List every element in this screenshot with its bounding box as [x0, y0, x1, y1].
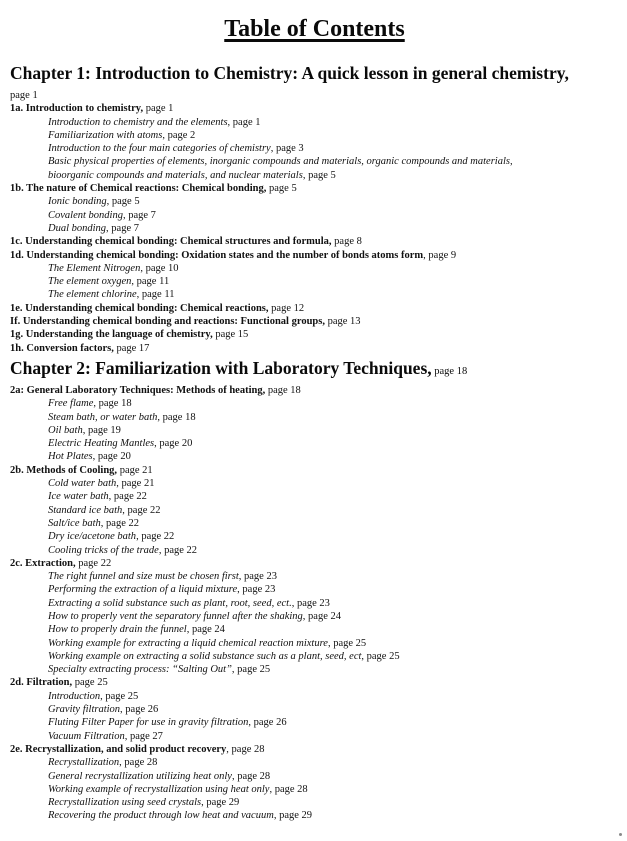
toc-entry-page-ref: , page 20	[154, 438, 193, 450]
toc-entry-page-ref: , page 1	[227, 116, 261, 128]
toc-entry-page-ref: , page 11	[136, 289, 175, 301]
toc-sub-entry	[10, 288, 548, 301]
toc-sub-entry	[10, 610, 548, 623]
toc-entry-title: Recrystallization	[48, 757, 120, 769]
toc-entry-page-ref: , page 28	[119, 757, 158, 769]
toc-sub-entry	[10, 275, 548, 288]
toc-entry-title: How to properly drain the funnel	[48, 624, 187, 636]
toc-entry-page-ref: , page 29	[273, 810, 313, 822]
toc-sub-entry	[10, 209, 548, 222]
toc-entry-page-ref: , page 9	[423, 249, 457, 261]
toc-entry-title: Covalent bonding	[48, 209, 123, 221]
toc-section-entry	[10, 464, 619, 477]
toc-sub-entry	[10, 530, 548, 543]
toc-entry-page-ref: , page 28	[226, 743, 265, 755]
toc-entry-title: 1d. Understanding chemical bonding: Oxidation states and the number of bonds atoms form	[10, 249, 424, 261]
toc-entry-page-ref: page 13	[324, 316, 361, 328]
page-title: Table of Contents	[224, 16, 405, 42]
toc-entry-title: 2a: General Laboratory Techniques: Methods of heating,	[10, 384, 266, 396]
toc-section-entry	[10, 328, 619, 341]
toc-section-entry	[10, 557, 619, 570]
toc-entry-page-ref: page 22	[75, 557, 112, 569]
toc-entry-title: 1g. Understanding the language of chemistry,	[10, 329, 213, 341]
toc-entry-page-ref: , page 20	[92, 451, 131, 463]
toc-entry-page-ref: , page 29	[201, 797, 240, 809]
toc-sub-entry	[10, 650, 548, 663]
toc-sub-entry	[10, 262, 548, 275]
toc-entry-page-ref: , page 24	[186, 624, 225, 636]
toc-entry-page-ref: page 15	[212, 329, 249, 341]
toc-entry-title: General recrystallization utilizing heat only	[48, 770, 232, 782]
toc-entry-title: Extracting a solid substance such as plant, root, seed, ect.	[48, 597, 292, 609]
toc-sub-entry	[10, 570, 548, 583]
toc-sub-entry	[10, 222, 548, 235]
toc-entry-page-ref: , page 22	[100, 517, 139, 529]
toc-entry-page-ref: , page 3	[270, 143, 304, 155]
toc-entry-title: How to properly vent the separatory funnel after the shaking	[48, 610, 303, 622]
toc-entry-page-ref: , page 25	[100, 690, 139, 702]
toc-entry-page-ref: page 5	[266, 183, 297, 195]
toc-sub-entry	[10, 663, 548, 676]
toc-entry-page-ref: , page 28	[269, 783, 308, 795]
toc-sub-entry	[10, 424, 548, 437]
toc-sub-entry	[10, 809, 548, 822]
toc-entry-page-ref: , page 21	[116, 478, 155, 490]
toc-section-entry	[10, 102, 619, 115]
toc-entry-page-ref: , page 26	[248, 717, 287, 729]
toc-sub-entry	[10, 756, 548, 769]
toc-entry-title: Free flame	[48, 398, 94, 410]
toc-entry-title: Performing the extraction of a liquid mixture	[48, 584, 238, 596]
toc-sub-entry	[10, 770, 548, 783]
toc-sub-entry	[10, 129, 548, 142]
toc-sub-entry	[10, 783, 548, 796]
toc-entry-page-ref: page 18	[265, 384, 301, 396]
toc-entry-page-ref: , page 26	[120, 704, 159, 716]
toc-entry-page-ref: , page 23	[237, 584, 276, 596]
toc-entry-title: If. Understanding chemical bonding and reactions: Functional groups,	[10, 316, 325, 328]
toc-entry-title: 2b. Methods of Cooling,	[10, 464, 118, 476]
toc-sub-entry	[10, 195, 548, 208]
toc-list	[10, 62, 619, 823]
chapter-heading	[10, 357, 619, 383]
toc-entry-page-ref: , page 23	[291, 597, 330, 609]
toc-entry-page-ref: , page 7	[106, 222, 139, 234]
toc-entry-title: Gravity filtration	[48, 704, 121, 716]
toc-entry-title: Working example of recrystallization using heat only	[48, 783, 270, 795]
toc-entry-title: Introduction	[48, 690, 101, 702]
toc-entry-title: The element chlorine	[48, 289, 137, 301]
toc-entry-page-ref: , page 24	[302, 610, 341, 622]
toc-sub-entry	[10, 623, 548, 636]
toc-entry-title: Basic physical properties of elements, inorganic compounds and materials, organic compounds and materials, bioorganic compounds and materials, and nuclear materials	[48, 156, 513, 181]
toc-entry-title: Working example for extracting a liquid chemical reaction mixture	[48, 637, 328, 649]
toc-sub-entry	[10, 450, 548, 463]
toc-entry-page-ref: page 1	[143, 103, 174, 115]
toc-entry-title: Salt/ice bath	[48, 517, 101, 529]
toc-sub-entry	[10, 597, 548, 610]
toc-entry-page-ref: , page 25	[327, 637, 367, 649]
toc-sub-entry	[10, 490, 548, 503]
toc-entry-title: 2e. Recrystallization, and solid product recovery	[10, 743, 227, 755]
toc-sub-entry	[10, 517, 548, 530]
toc-entry-page-ref: page 21	[117, 464, 153, 476]
toc-entry-title: The right funnel and size must be chosen first	[48, 571, 239, 583]
toc-entry-title: 1a. Introduction to chemistry,	[10, 103, 144, 115]
toc-sub-entry	[10, 637, 548, 650]
toc-entry-page-ref: page 18	[431, 365, 468, 377]
toc-entry-title: Vacuum Filtration	[48, 730, 125, 742]
toc-entry-page-ref: , page 10	[140, 262, 179, 274]
toc-sub-entry	[10, 796, 548, 809]
toc-section-entry	[10, 182, 619, 195]
chapter-heading	[10, 62, 619, 88]
toc-entry-page-ref: , page 22	[122, 504, 161, 516]
toc-sub-entry	[10, 690, 548, 703]
toc-entry-title: Introduction to chemistry and the elements	[48, 116, 228, 128]
toc-entry-page-ref: , page 25	[361, 650, 400, 662]
toc-entry-title: Recovering the product through low heat and vacuum	[48, 810, 274, 822]
page-ref-line	[10, 89, 619, 102]
toc-entry-title: 1c. Understanding chemical bonding: Chemical structures and formula,	[10, 236, 332, 248]
toc-entry-title: Specialty extracting process: “Salting Out”	[48, 664, 232, 676]
toc-entry-page-ref: , page 22	[158, 544, 198, 556]
toc-entry-title: Chapter 2: Familiarization with Laboratory Techniques,	[10, 357, 432, 378]
toc-entry-page-ref: , page 18	[157, 411, 196, 423]
toc-sub-entry	[10, 397, 548, 410]
toc-entry-title: Cold water bath	[48, 478, 117, 490]
toc-entry-title: Fluting Filter Paper for use in gravity filtration	[48, 717, 249, 729]
toc-sub-entry	[10, 116, 548, 129]
toc-sub-entry	[10, 142, 548, 155]
toc-entry-page-ref: , page 5	[106, 196, 140, 208]
toc-entry-title: 2d. Filtration,	[10, 677, 73, 689]
toc-entry-title: Ionic bonding	[48, 196, 107, 208]
toc-entry-title: Hot Plates	[48, 451, 93, 463]
toc-entry-page-ref: page 25	[72, 677, 108, 689]
corner-dot	[619, 833, 622, 836]
toc-entry-title: Dual bonding	[48, 222, 107, 234]
toc-entry-title: Oil bath	[48, 424, 83, 436]
toc-entry-page-ref: , page 18	[93, 398, 132, 410]
toc-entry-title: Ice water bath	[48, 491, 109, 503]
toc-sub-entry	[10, 716, 548, 729]
toc-entry-page-ref: , page 28	[231, 770, 271, 782]
toc-sub-entry	[10, 703, 548, 716]
toc-entry-page-ref: , page 11	[131, 276, 170, 288]
toc-entry-title: 2c. Extraction,	[10, 557, 76, 569]
toc-section-entry	[10, 743, 619, 756]
toc-sub-entry	[10, 583, 548, 596]
toc-sub-entry	[10, 155, 548, 182]
toc-entry-page-ref: , page 25	[231, 664, 271, 676]
toc-entry-page-ref: page 17	[113, 342, 150, 354]
toc-sub-entry	[10, 477, 548, 490]
toc-entry-page-ref: page 1	[10, 90, 38, 101]
toc-sub-entry	[10, 437, 548, 450]
toc-sub-entry	[10, 504, 548, 517]
toc-entry-page-ref: , page 19	[82, 424, 121, 436]
toc-entry-title: Introduction to the four main categories of chemistry	[48, 143, 271, 155]
toc-section-entry	[10, 315, 619, 328]
toc-entry-title: 1h. Conversion factors,	[10, 342, 114, 354]
toc-section-entry	[10, 302, 619, 315]
toc-entry-page-ref: page 8	[331, 236, 362, 248]
toc-section-entry	[10, 249, 619, 262]
toc-entry-title: Cooling tricks of the trade	[48, 544, 159, 556]
toc-entry-page-ref: page 12	[268, 302, 305, 314]
toc-entry-title: Dry ice/acetone bath	[48, 531, 137, 543]
toc-entry-title: 1b. The nature of Chemical reactions: Chemical bonding,	[10, 183, 267, 195]
toc-entry-title: Electric Heating Mantles	[48, 438, 155, 450]
toc-section-entry	[10, 342, 619, 355]
toc-entry-title: Familiarization with atoms	[48, 129, 163, 141]
toc-entry-title: Steam bath, or water bath	[48, 411, 158, 423]
toc-entry-page-ref: , page 23	[238, 571, 277, 583]
toc-entry-title: Recrystallization using seed crystals	[48, 797, 202, 809]
toc-entry-title: The element oxygen	[48, 276, 132, 288]
toc-entry-title: Chapter 1: Introduction to Chemistry: A quick lesson in general chemistry,	[10, 63, 569, 83]
toc-entry-page-ref: , page 5	[302, 169, 336, 181]
toc-entry-page-ref: , page 7	[122, 209, 156, 221]
toc-entry-page-ref: , page 22	[108, 491, 147, 503]
toc-section-entry	[10, 384, 619, 397]
toc-sub-entry	[10, 730, 548, 743]
toc-entry-page-ref: , page 27	[124, 730, 163, 742]
toc-entry-page-ref: , page 2	[162, 129, 196, 141]
toc-entry-title: The Element Nitrogen	[48, 262, 141, 274]
toc-section-entry	[10, 235, 619, 248]
toc-sub-entry	[10, 544, 548, 557]
toc-section-entry	[10, 676, 619, 689]
toc-entry-title: Working example on extracting a solid substance such as a plant, seed, ect	[48, 650, 362, 662]
toc-entry-title: 1e. Understanding chemical bonding: Chemical reactions,	[10, 302, 269, 314]
toc-sub-entry	[10, 411, 548, 424]
toc-entry-title: Standard ice bath	[48, 504, 123, 516]
toc-entry-page-ref: , page 22	[136, 531, 175, 543]
